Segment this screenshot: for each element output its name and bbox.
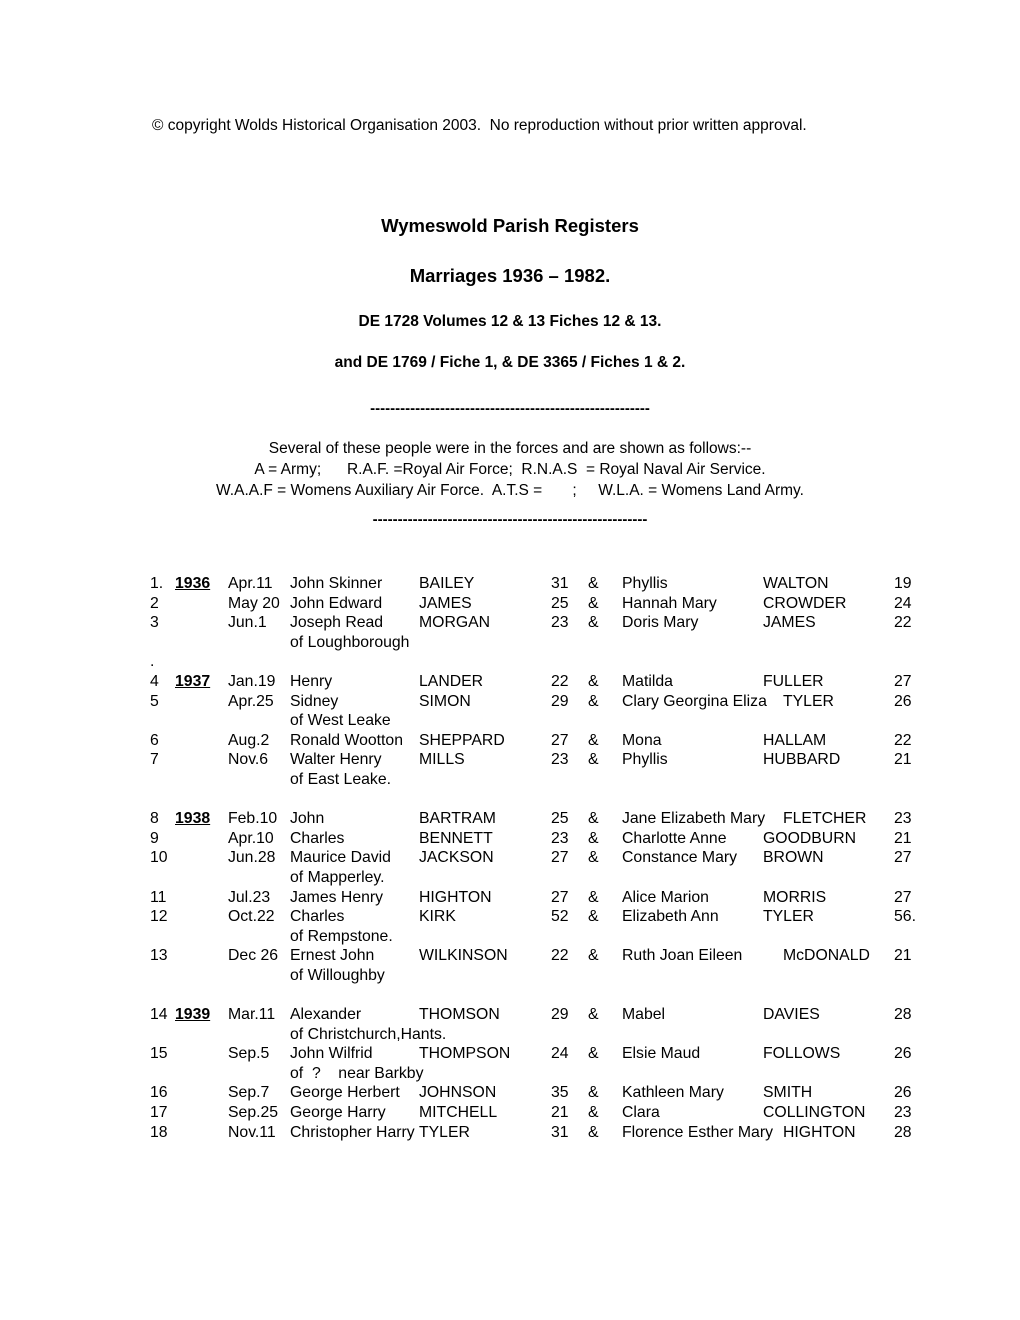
marriage-date: Apr.25	[228, 692, 274, 710]
residence-line	[0, 1065, 1020, 1085]
bride-forename: Elsie Maud	[622, 1045, 701, 1063]
marriage-entry-row	[0, 1104, 1020, 1124]
bride-surname: McDONALD	[783, 947, 870, 965]
marriage-date: Nov.11	[228, 1123, 276, 1141]
ampersand: &	[588, 1006, 599, 1024]
groom-age: 23	[551, 751, 569, 769]
marriage-date: Sep.7	[228, 1084, 270, 1102]
bride-surname: COLLINGTON	[763, 1104, 866, 1122]
residence-line	[0, 771, 1020, 791]
bride-surname: FOLLOWS	[763, 1045, 841, 1063]
entry-number: 8	[150, 810, 159, 828]
bride-age: 23	[894, 810, 912, 828]
year-heading: 1939	[175, 1006, 211, 1024]
groom-forename: John Edward	[290, 594, 383, 612]
reference-line-2: and DE 1769 / Fiche 1, & DE 3365 / Fiches 1 & 2.	[334, 353, 686, 371]
ampersand: &	[588, 731, 599, 749]
entry-number: 7	[150, 751, 159, 769]
bride-age: 26	[894, 1084, 912, 1102]
entry-number: 4	[150, 672, 159, 690]
bride-surname: CROWDER	[763, 594, 847, 612]
bride-forename: Ruth Joan Eileen	[622, 947, 743, 965]
marriage-date: May 20	[228, 594, 280, 612]
groom-forename: Henry	[290, 672, 333, 690]
bride-surname: HUBBARD	[763, 751, 841, 769]
groom-age: 24	[551, 1045, 569, 1063]
groom-forename: Ronald Wootton	[290, 731, 403, 749]
residence-text: of ? near Barkby	[290, 1064, 424, 1082]
marriage-date: Jul.23	[228, 888, 271, 906]
residence-text: of Christchurch,Hants.	[290, 1025, 447, 1043]
ampersand: &	[588, 947, 599, 965]
year-heading: 1936	[175, 575, 211, 592]
bride-age: 26	[894, 1045, 912, 1063]
residence-text: of West Leake	[290, 712, 391, 730]
marriage-date: Feb.10	[228, 810, 278, 828]
separator-top: --------------------------------------------------------	[370, 400, 650, 417]
groom-surname: MITCHELL	[419, 1104, 498, 1122]
groom-age: 27	[551, 888, 569, 906]
groom-age: 21	[551, 1104, 569, 1122]
entry-number: 10	[150, 849, 168, 867]
bride-forename: Florence Esther Mary	[622, 1123, 773, 1141]
entry-number: 3	[150, 614, 159, 632]
marriage-date: Jan.19	[228, 672, 276, 690]
groom-forename: Charles	[290, 829, 345, 847]
row-spacer	[0, 791, 1020, 811]
entry-number: 1.	[150, 575, 164, 592]
bride-age: 19	[894, 575, 912, 592]
ampersand: &	[588, 1045, 599, 1063]
bride-age: 24	[894, 594, 912, 612]
groom-surname: MILLS	[419, 751, 465, 769]
ampersand: &	[588, 908, 599, 926]
entry-number: 2	[150, 594, 159, 612]
bride-forename: Clary Georgina Eliza	[622, 692, 767, 710]
bride-surname: FLETCHER	[783, 810, 867, 828]
marriage-entry-row	[0, 810, 1020, 830]
groom-age: 27	[551, 849, 569, 867]
groom-surname: KIRK	[419, 908, 456, 926]
groom-age: 25	[551, 594, 569, 612]
marriage-entry-row	[0, 575, 1020, 595]
bride-forename: Mona	[622, 731, 662, 749]
bride-age: 22	[894, 614, 912, 632]
bride-age: 23	[894, 1104, 912, 1122]
residence-text: of Mapperley.	[290, 868, 385, 886]
marriage-entry-row	[0, 830, 1020, 850]
bride-forename: Clara	[622, 1104, 660, 1122]
bride-age: 56.	[894, 908, 916, 926]
marriage-entry-row	[0, 751, 1020, 771]
ampersand: &	[588, 810, 599, 828]
bride-surname: BROWN	[763, 849, 824, 867]
marriage-date: Oct.22	[228, 908, 275, 926]
stray-period: .	[150, 653, 155, 671]
groom-age: 22	[551, 672, 569, 690]
ampersand: &	[588, 614, 599, 632]
marriage-entry-row	[0, 1084, 1020, 1104]
ampersand: &	[588, 1104, 599, 1122]
entry-number: 14	[150, 1006, 168, 1024]
residence-text: of Willoughby	[290, 966, 385, 984]
groom-age: 31	[551, 575, 569, 592]
residence-text: of East Leake.	[290, 770, 391, 788]
groom-forename: George Harry	[290, 1104, 386, 1122]
ampersand: &	[588, 829, 599, 847]
residence-text: of Rempstone.	[290, 927, 393, 945]
residence-line	[0, 869, 1020, 889]
row-spacer	[0, 986, 1020, 1006]
residence-text: of Loughborough	[290, 633, 410, 651]
forces-note-line: A = Army; R.A.F. =Royal Air Force; R.N.A.S = Royal Naval Air Service.	[254, 461, 766, 478]
groom-forename: John Wilfrid	[290, 1045, 373, 1063]
marriage-date: Nov.6	[228, 751, 269, 769]
entry-number: 11	[150, 888, 167, 906]
page-title: Wymeswold Parish Registers	[381, 215, 639, 236]
bride-forename: Phyllis	[622, 575, 668, 592]
marriage-entry-row	[0, 947, 1020, 967]
bride-forename: Doris Mary	[622, 614, 699, 632]
groom-forename: Alexander	[290, 1006, 362, 1024]
marriage-entry-row	[0, 1124, 1020, 1144]
groom-age: 35	[551, 1084, 569, 1102]
year-heading: 1937	[175, 672, 211, 690]
groom-forename: George Herbert	[290, 1084, 400, 1102]
groom-age: 29	[551, 1006, 569, 1024]
title-block	[0, 216, 1020, 371]
residence-line	[0, 928, 1020, 948]
residence-line	[0, 634, 1020, 654]
bride-surname: HIGHTON	[783, 1123, 856, 1141]
bride-forename: Matilda	[622, 672, 673, 690]
groom-surname: SHEPPARD	[419, 731, 505, 749]
bride-age: 27	[894, 672, 912, 690]
ampersand: &	[588, 594, 599, 612]
groom-forename: Charles	[290, 908, 345, 926]
groom-surname: HIGHTON	[419, 888, 492, 906]
bride-age: 22	[894, 731, 912, 749]
bride-surname: TYLER	[783, 692, 834, 710]
ampersand: &	[588, 888, 599, 906]
groom-surname: THOMPSON	[419, 1045, 511, 1063]
groom-surname: TYLER	[419, 1123, 470, 1141]
groom-forename: John Skinner	[290, 575, 383, 592]
ampersand: &	[588, 849, 599, 867]
forces-notes	[0, 438, 1020, 501]
groom-forename: Joseph Read	[290, 614, 384, 632]
ampersand: &	[588, 672, 599, 690]
entry-number: 9	[150, 829, 159, 847]
copyright-notice: © copyright Wolds Historical Organisation 2003. No reproduction without prior written approval.	[152, 117, 807, 134]
year-heading: 1938	[175, 810, 211, 828]
groom-surname: BENNETT	[419, 829, 493, 847]
groom-forename: Christopher Harry	[290, 1123, 415, 1141]
marriage-date: Mar.11	[228, 1006, 276, 1024]
groom-age: 31	[551, 1123, 569, 1141]
bride-forename: Phyllis	[622, 751, 668, 769]
groom-surname: BARTRAM	[419, 810, 496, 828]
marriage-date: Sep.5	[228, 1045, 270, 1063]
groom-surname: SIMON	[419, 692, 471, 710]
bride-surname: WALTON	[763, 575, 829, 592]
ampersand: &	[588, 1123, 599, 1141]
bride-age: 26	[894, 692, 912, 710]
bride-surname: FULLER	[763, 672, 824, 690]
groom-surname: BAILEY	[419, 575, 475, 592]
bride-age: 27	[894, 888, 912, 906]
bride-forename: Alice Marion	[622, 888, 709, 906]
entry-number: 18	[150, 1123, 168, 1141]
groom-age: 23	[551, 829, 569, 847]
bride-surname: DAVIES	[763, 1006, 820, 1024]
groom-surname: JACKSON	[419, 849, 494, 867]
marriage-entry-row	[0, 1006, 1020, 1026]
bride-forename: Constance Mary	[622, 849, 738, 867]
entry-number: 16	[150, 1084, 168, 1102]
bride-age: 27	[894, 849, 912, 867]
entry-number: 17	[150, 1104, 168, 1122]
marriage-date: Dec 26	[228, 947, 279, 965]
groom-age: 25	[551, 810, 569, 828]
ampersand: &	[588, 692, 599, 710]
marriage-entry-row	[0, 889, 1020, 909]
marriage-date: Aug.2	[228, 731, 270, 749]
residence-line	[0, 1026, 1020, 1046]
bride-forename: Jane Elizabeth Mary	[622, 810, 766, 828]
marriage-date: Sep.25	[228, 1104, 279, 1122]
forces-note-line: W.A.A.F = Womens Auxiliary Air Force. A.T.S = ; W.L.A. = Womens Land Army.	[216, 482, 804, 499]
entry-number: 15	[150, 1045, 168, 1063]
groom-forename: Maurice David	[290, 849, 391, 867]
groom-forename: Walter Henry	[290, 751, 382, 769]
bride-forename: Hannah Mary	[622, 594, 717, 612]
marriage-entry-row	[0, 1045, 1020, 1065]
bride-surname: JAMES	[763, 614, 816, 632]
bride-surname: TYLER	[763, 908, 814, 926]
marriage-entry-row	[0, 732, 1020, 752]
ampersand: &	[588, 751, 599, 769]
bride-forename: Elizabeth Ann	[622, 908, 719, 926]
bride-age: 21	[894, 947, 912, 965]
bride-surname: HALLAM	[763, 731, 827, 749]
marriage-entry-row	[0, 849, 1020, 869]
page-subtitle: Marriages 1936 – 1982.	[409, 265, 611, 287]
bride-surname: MORRIS	[763, 888, 827, 906]
groom-forename: John	[290, 810, 325, 828]
marriage-date: Apr.11	[228, 575, 273, 592]
groom-age: 29	[551, 692, 569, 710]
groom-age: 27	[551, 731, 569, 749]
residence-line	[0, 712, 1020, 732]
residence-line	[0, 967, 1020, 987]
bride-forename: Mabel	[622, 1006, 666, 1024]
bride-surname: GOODBURN	[763, 829, 857, 847]
bride-age: 28	[894, 1006, 912, 1024]
marriage-register-list	[0, 575, 1020, 1143]
groom-surname: MORGAN	[419, 614, 491, 632]
ampersand: &	[588, 575, 599, 592]
groom-surname: JOHNSON	[419, 1084, 497, 1102]
ampersand: &	[588, 1084, 599, 1102]
separator-bottom: -------------------------------------------------------	[372, 511, 648, 528]
groom-age: 22	[551, 947, 569, 965]
groom-forename: Ernest John	[290, 947, 375, 965]
groom-surname: THOMSON	[419, 1006, 500, 1024]
groom-forename: James Henry	[290, 888, 384, 906]
marriage-entry-row	[0, 595, 1020, 615]
marriage-entry-row	[0, 908, 1020, 928]
marriage-entry-row	[0, 693, 1020, 713]
entry-number: 12	[150, 908, 168, 926]
groom-surname: LANDER	[419, 672, 484, 690]
marriage-entry-row	[0, 673, 1020, 693]
groom-surname: WILKINSON	[419, 947, 508, 965]
bride-forename: Charlotte Anne	[622, 829, 727, 847]
reference-line-1: DE 1728 Volumes 12 & 13 Fiches 12 & 13.	[358, 312, 662, 330]
marriage-date: Apr.10	[228, 829, 274, 847]
bride-age: 21	[894, 829, 912, 847]
marriage-entry-row	[0, 614, 1020, 634]
marriage-date: Jun.28	[228, 849, 276, 867]
groom-surname: JAMES	[419, 594, 472, 612]
bride-surname: SMITH	[763, 1084, 813, 1102]
bride-age: 21	[894, 751, 912, 769]
groom-forename: Sidney	[290, 692, 339, 710]
groom-age: 23	[551, 614, 569, 632]
entry-number: 13	[150, 947, 168, 965]
bride-forename: Kathleen Mary	[622, 1084, 724, 1102]
stray-period-line	[0, 653, 1020, 673]
groom-age: 52	[551, 908, 569, 926]
entry-number: 6	[150, 731, 159, 749]
bride-age: 28	[894, 1123, 912, 1141]
entry-number: 5	[150, 692, 159, 710]
marriage-date: Jun.1	[228, 614, 267, 632]
forces-note-line: Several of these people were in the forces and are shown as follows:--	[268, 440, 752, 457]
